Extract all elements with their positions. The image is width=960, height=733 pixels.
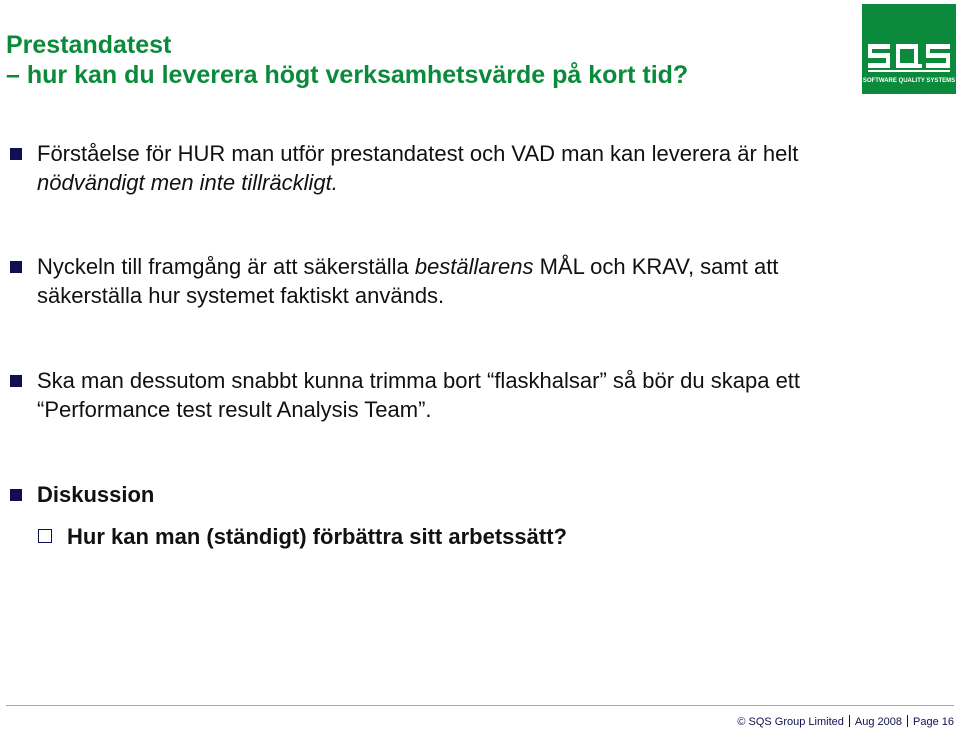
square-bullet-icon [10,375,22,387]
footer-divider [6,705,954,706]
footer [737,715,954,729]
footer-date: Aug 2008 [854,716,903,728]
sub-bullet-text: Hur kan man (ständigt) förbättra sitt arbetssätt? [67,524,567,549]
footer-page-number: Page 16 [913,716,954,728]
bullet-2-line-1 [37,252,947,281]
bullet-2-line-2: säkerställa hur systemet faktiskt används. [37,283,445,308]
title-line-2: – hur kan du leverera högt verksamhetsvärde på kort tid? [6,61,689,89]
footer-separator [907,715,908,727]
bullet-1-line-1: Förståelse för HUR man utför prestandatest och VAD man kan leverera är helt [37,141,799,166]
square-bullet-icon [10,261,22,273]
square-bullet-icon [10,148,22,160]
footer-separator [849,715,850,727]
bullet-2-text-post: MÅL och KRAV, samt att [533,254,779,279]
hollow-square-bullet-icon [38,529,52,543]
logo-tagline: SOFTWARE QUALITY SYSTEMS [862,78,956,84]
bullet-2-emphasis: beställarens [414,254,534,279]
footer-copyright: © SQS Group Limited [737,716,844,728]
bullet-4-line-1: Diskussion [37,482,155,507]
square-bullet-icon [10,489,22,501]
bullet-1-line-2: nödvändigt men inte tillräckligt. [37,170,338,195]
bullet-3-line-2: “Performance test result Analysis Team”. [37,397,432,422]
bullet-3-line-1: Ska man dessutom snabbt kunna trimma bort “flaskhalsar” så bör du skapa ett [37,368,801,393]
bullet-2-text-pre: Nyckeln till framgång är att säkerställa [37,254,415,279]
title-line-1: Prestandatest [6,31,172,59]
